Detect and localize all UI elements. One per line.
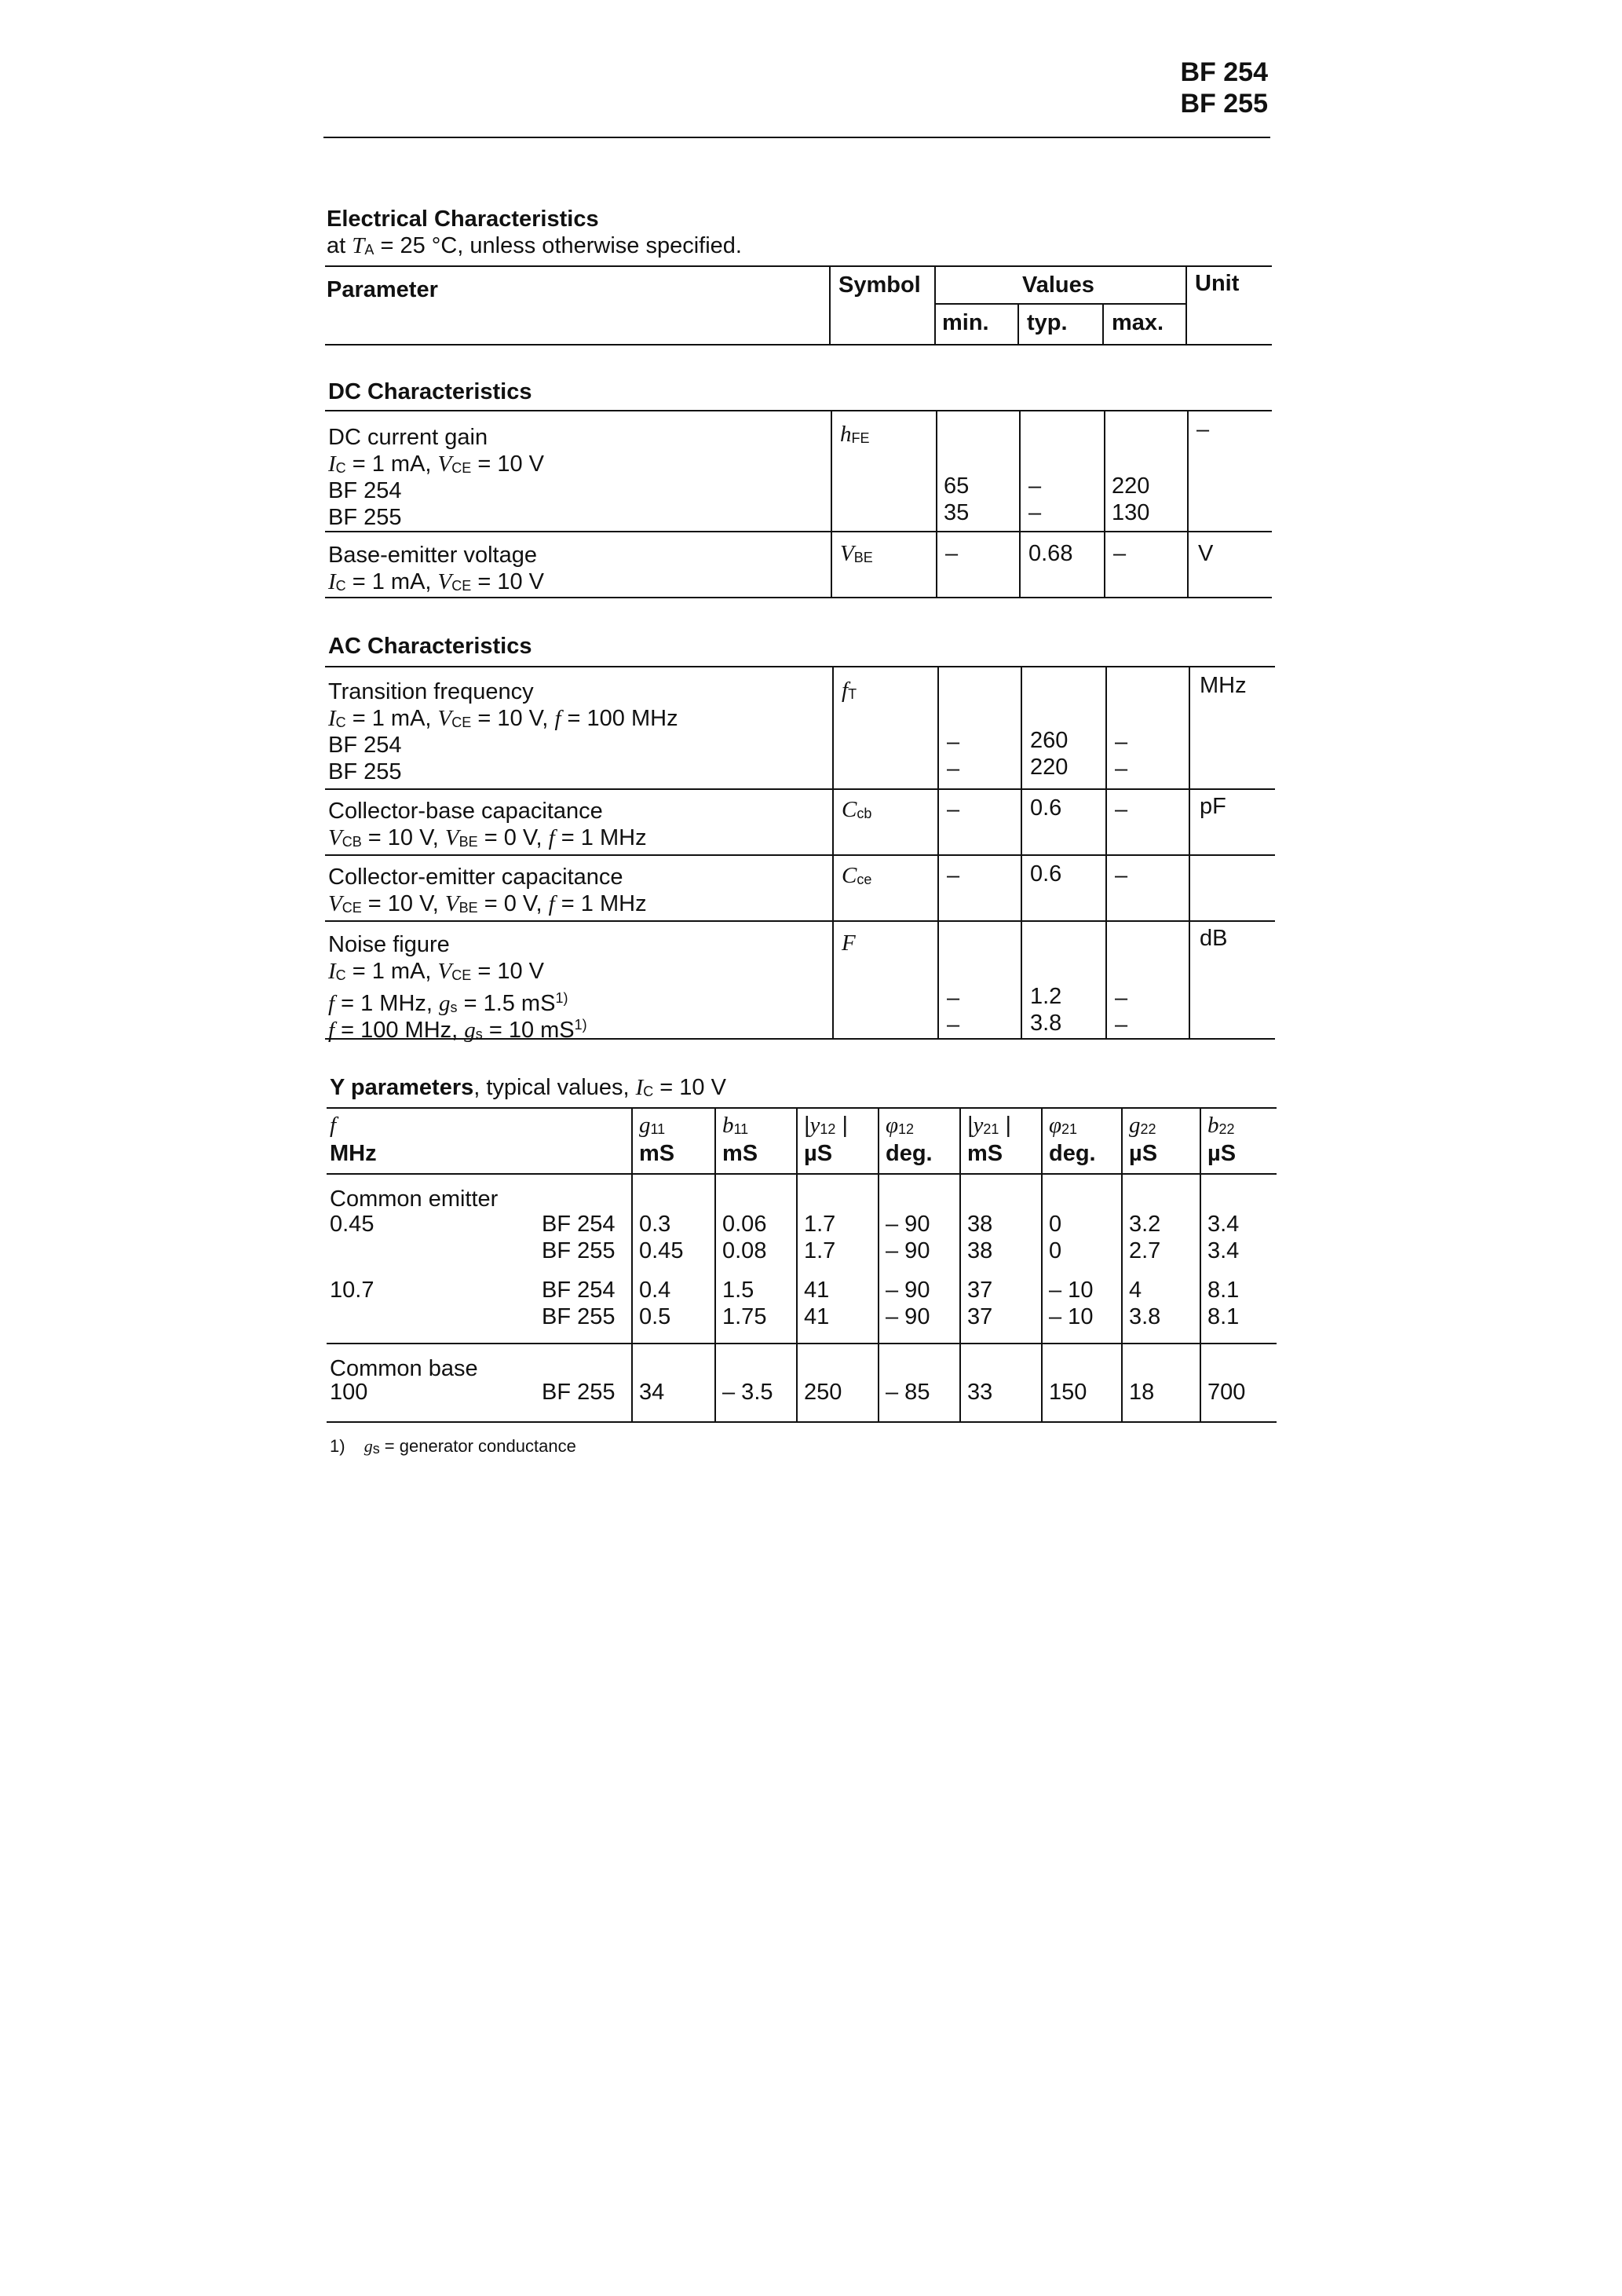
y-header-symbol: |y21 | [967, 1113, 1012, 1138]
y-device: BF 255 [542, 1304, 616, 1329]
y-value: 1.75 [722, 1304, 767, 1329]
max-value: – [1115, 863, 1128, 888]
y-freq: 100 [330, 1380, 368, 1405]
min-value: – [947, 729, 960, 755]
y-value: 3.2 [1129, 1212, 1161, 1237]
param-name: Collector-emitter capacitance [328, 865, 623, 890]
part-number-2: BF 255 [1180, 89, 1268, 119]
col-max: max. [1112, 310, 1164, 335]
y-value: 3.4 [1207, 1238, 1240, 1263]
y-value: – 90 [886, 1238, 930, 1263]
y-value: 2.7 [1129, 1238, 1161, 1263]
unit-value: V [1198, 541, 1214, 566]
min-value: – [945, 541, 959, 566]
col-typ: typ. [1027, 310, 1068, 335]
group-common-base: Common base [330, 1356, 478, 1381]
param-device: BF 254 [328, 478, 402, 503]
y-value: 1.5 [722, 1278, 754, 1303]
y-value: 37 [967, 1278, 993, 1303]
y-value: 41 [804, 1278, 830, 1303]
param-name: Transition frequency [328, 679, 534, 704]
y-value: 18 [1129, 1380, 1155, 1405]
col-parameter: Parameter [327, 277, 438, 302]
y-value: 4 [1129, 1278, 1142, 1303]
y-value: – 90 [886, 1304, 930, 1329]
min-value: – [947, 797, 960, 822]
footnote [330, 1435, 576, 1460]
max-value: – [1115, 797, 1128, 822]
typ-value: – [1028, 500, 1042, 525]
y-device: BF 255 [542, 1238, 616, 1263]
param-cond: IC = 1 mA, VCE = 10 V [328, 452, 544, 477]
y-device: BF 254 [542, 1278, 616, 1303]
param-name: DC current gain [328, 425, 488, 450]
y-header-unit: deg. [1049, 1141, 1096, 1166]
typ-value: 0.6 [1030, 795, 1062, 821]
y-value: 0.3 [639, 1212, 671, 1237]
param-symbol: Ccb [842, 797, 872, 822]
y-header-unit: mS [639, 1141, 675, 1166]
param-name: Base-emitter voltage [328, 543, 537, 568]
y-device: BF 255 [542, 1380, 616, 1405]
typ-value: – [1028, 473, 1042, 499]
min-value: – [947, 756, 960, 781]
y-value: – 90 [886, 1278, 930, 1303]
y-header-symbol: b11 [722, 1113, 749, 1138]
max-value: – [1115, 1012, 1128, 1037]
y-header-unit: deg. [886, 1141, 933, 1166]
min-value: – [947, 1012, 960, 1037]
y-value: 0 [1049, 1238, 1062, 1263]
param-name: Collector-base capacitance [328, 799, 603, 824]
col-symbol: Symbol [838, 272, 921, 298]
param-cond: f = 100 MHz, gs = 10 $mS^{1)}$ [328, 1017, 587, 1043]
y-value: – 90 [886, 1212, 930, 1237]
y-value: 250 [804, 1380, 842, 1405]
y-params-title: Y parameters, typical values, IC = 10 V [330, 1075, 726, 1100]
param-symbol: VBE [840, 541, 873, 566]
footnote-mark: 1) [330, 1436, 345, 1456]
y-value: 0 [1049, 1212, 1062, 1237]
param-device: BF 255 [328, 759, 402, 784]
param-symbol: hFE [840, 422, 870, 447]
y-value: – 10 [1049, 1304, 1094, 1329]
max-value: – [1115, 985, 1128, 1011]
param-cond: VCB = 10 V, VBE = 0 V, f = 1 MHz [328, 825, 647, 850]
param-cond: IC = 1 mA, VCE = 10 V [328, 959, 544, 984]
y-value: 3.4 [1207, 1212, 1240, 1237]
typ-value: 0.68 [1028, 541, 1073, 566]
max-value: 220 [1112, 473, 1150, 499]
unit-value: pF [1200, 794, 1226, 819]
y-header-symbol: |y12 | [804, 1113, 849, 1138]
y-device: BF 254 [542, 1212, 616, 1237]
part-number-1: BF 254 [1180, 57, 1268, 87]
y-header-symbol: φ21 [1049, 1113, 1078, 1138]
param-name: Noise figure [328, 932, 450, 957]
max-value: – [1115, 756, 1128, 781]
y-header-symbol: g11 [639, 1113, 666, 1138]
y-value: 700 [1207, 1380, 1246, 1405]
y-value: 0.08 [722, 1238, 767, 1263]
y-value: – 10 [1049, 1278, 1094, 1303]
y-value: 8.1 [1207, 1278, 1240, 1303]
unit-value: dB [1200, 926, 1228, 951]
y-value: 3.8 [1129, 1304, 1161, 1329]
param-cond: IC = 1 mA, VCE = 10 V, f = 100 MHz [328, 706, 678, 731]
param-cond: f = 1 MHz, gs = 1.5 $mS^{1)}$ [328, 990, 568, 1016]
param-device: BF 254 [328, 733, 402, 758]
y-value: 34 [639, 1380, 665, 1405]
y-header-unit: µS [1129, 1141, 1158, 1166]
y-value: 1.7 [804, 1238, 836, 1263]
y-value: 0.06 [722, 1212, 767, 1237]
typ-value: 260 [1030, 728, 1069, 753]
col-unit: Unit [1195, 271, 1240, 296]
max-value: – [1113, 541, 1127, 566]
y-value: 38 [967, 1238, 993, 1263]
y-value: 1.7 [804, 1212, 836, 1237]
y-value: 41 [804, 1304, 830, 1329]
y-header-unit: mS [967, 1141, 1003, 1166]
y-value: 0.4 [639, 1278, 671, 1303]
min-value: – [947, 863, 960, 888]
y-value: 0.5 [639, 1304, 671, 1329]
unit-value: – [1196, 417, 1210, 442]
col-values: Values [1022, 272, 1094, 298]
max-value: – [1115, 729, 1128, 755]
param-symbol: F [842, 930, 856, 956]
y-value: – 85 [886, 1380, 930, 1405]
header-rule [323, 137, 1270, 138]
y-header-unit: µS [1207, 1141, 1237, 1166]
y-value: – 3.5 [722, 1380, 773, 1405]
y-header-unit: µS [804, 1141, 833, 1166]
y-header-unit: mS [722, 1141, 758, 1166]
y-header-symbol: b22 [1207, 1113, 1235, 1138]
unit-value: MHz [1200, 673, 1247, 698]
typ-value: 1.2 [1030, 984, 1062, 1009]
y-header-unit: MHz [330, 1141, 377, 1166]
y-value: 150 [1049, 1380, 1087, 1405]
min-value: – [947, 985, 960, 1011]
min-value: 65 [944, 473, 970, 499]
conditions-line: at TA = 25 °C, unless otherwise specified. [327, 233, 742, 258]
param-cond: VCE = 10 V, VBE = 0 V, f = 1 MHz [328, 891, 647, 916]
y-value: 33 [967, 1380, 993, 1405]
typ-value: 220 [1030, 755, 1069, 780]
section-title: Electrical Characteristics [327, 207, 599, 232]
y-header-symbol: f [330, 1113, 337, 1138]
y-value: 0.45 [639, 1238, 684, 1263]
footnote-text: gs = generator conductance [363, 1436, 576, 1457]
param-device: BF 255 [328, 505, 402, 530]
group-common-emitter: Common emitter [330, 1186, 499, 1212]
typ-value: 0.6 [1030, 861, 1062, 887]
param-symbol: fT [842, 678, 857, 703]
y-value: 8.1 [1207, 1304, 1240, 1329]
min-value: 35 [944, 500, 970, 525]
y-value: 37 [967, 1304, 993, 1329]
y-value: 38 [967, 1212, 993, 1237]
typ-value: 3.8 [1030, 1011, 1062, 1036]
max-value: 130 [1112, 500, 1150, 525]
y-freq: 10.7 [330, 1278, 374, 1303]
ac-section-title: AC Characteristics [328, 634, 532, 659]
param-symbol: Cce [842, 863, 872, 888]
y-header-symbol: g22 [1129, 1113, 1156, 1138]
col-min: min. [942, 310, 989, 335]
y-freq: 0.45 [330, 1212, 374, 1237]
dc-section-title: DC Characteristics [328, 379, 532, 404]
y-header-symbol: φ12 [886, 1113, 915, 1138]
param-cond: IC = 1 mA, VCE = 10 V [328, 569, 544, 594]
